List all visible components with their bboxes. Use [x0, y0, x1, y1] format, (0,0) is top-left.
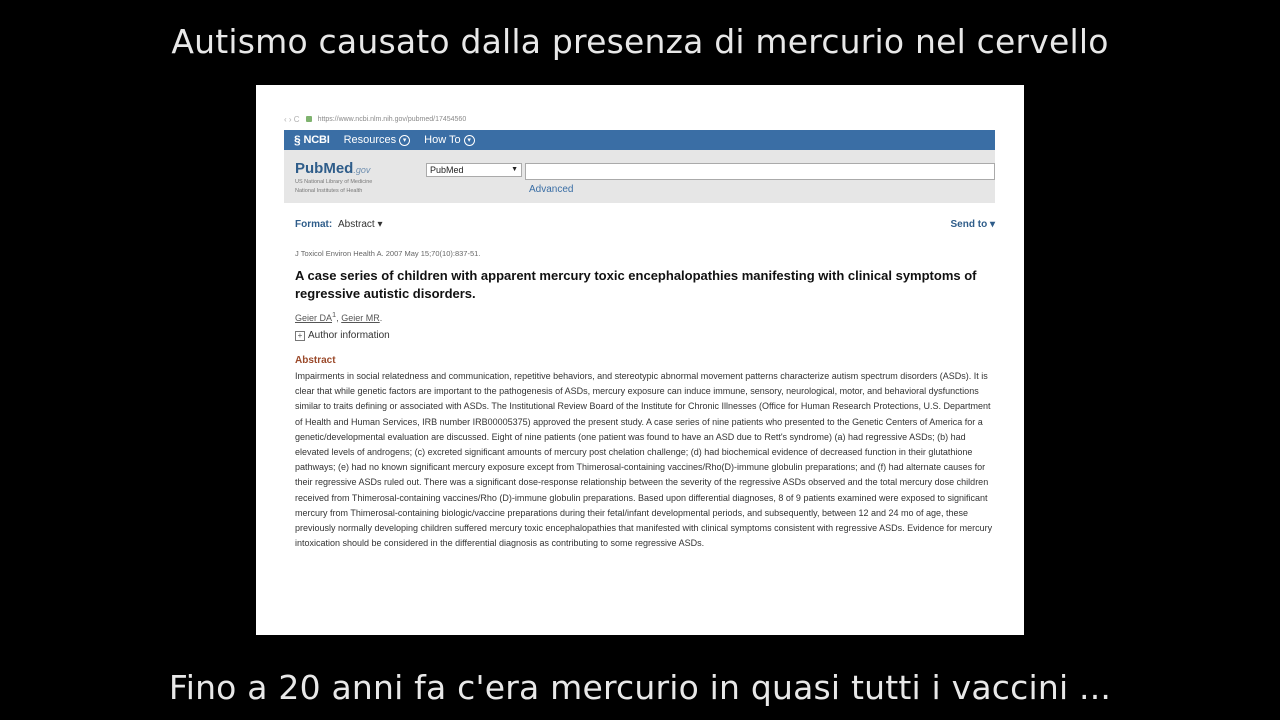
- url-text[interactable]: https://www.ncbi.nlm.nih.gov/pubmed/17454560: [317, 115, 467, 123]
- chevron-down-icon: ▾: [464, 135, 475, 146]
- send-to-button[interactable]: Send to ▾: [950, 219, 995, 230]
- browser-url-bar[interactable]: [284, 113, 994, 125]
- expand-plus-icon: +: [295, 331, 305, 341]
- author-information-toggle[interactable]: + Author information: [295, 330, 390, 341]
- abstract-heading: Abstract: [295, 355, 336, 366]
- author-link[interactable]: Geier MR: [341, 313, 380, 323]
- ncbi-header-bar: [284, 130, 995, 150]
- database-select[interactable]: PubMed ▼: [426, 163, 522, 177]
- chevron-down-icon: ▾: [399, 135, 410, 146]
- format-row: [295, 219, 995, 233]
- lock-icon: [306, 116, 312, 122]
- search-band: [284, 150, 995, 203]
- ncbi-logo[interactable]: § NCBI: [294, 133, 330, 147]
- video-caption-bottom: Fino a 20 anni fa c'era mercurio in quasi tutti i vaccini ...: [168, 668, 1112, 707]
- pubmed-screenshot: [256, 85, 1024, 635]
- author-list: Geier $DA^1$, Geier MR.: [295, 310, 383, 323]
- search-input[interactable]: [525, 163, 995, 180]
- howto-menu[interactable]: How To ▾: [424, 134, 474, 146]
- ncbi-logo-icon: §: [294, 133, 301, 147]
- browser-nav-icons[interactable]: ‹ › C: [284, 114, 300, 124]
- format-select[interactable]: Abstract ▾: [338, 219, 383, 230]
- advanced-search-link[interactable]: Advanced: [529, 184, 574, 195]
- resources-menu[interactable]: Resources ▾: [344, 134, 411, 146]
- author-link[interactable]: Geier DA: [295, 313, 333, 323]
- citation[interactable]: J Toxicol Environ Health A. 2007 May 15;70(10):837-51.: [295, 249, 481, 258]
- format-label: Format:: [295, 219, 333, 230]
- pubmed-logo[interactable]: PubMed.gov US National Library of Medicine National Institutes of Health: [295, 160, 373, 194]
- article-title: A case series of children with apparent mercury toxic encephalopathies manifesting with clinical symptoms of regressive autistic disorders.: [295, 268, 977, 301]
- video-caption-top: Autismo causato dalla presenza di mercurio nel cervello: [171, 22, 1109, 61]
- dropdown-arrow-icon: ▼: [511, 166, 518, 173]
- abstract-text: Impairments in social relatedness and communication, repetitive behaviors, and stereotypic abnormal movement patterns characterize autism spectrum disorders (ASDs). It is clear that while genetic factors are important to the pathogenesis of ASDs, mercury exposure can induce immune, sensory, neurological, motor, and behavioral dysfunctions similar to traits defining or associated with ASDs. The Institutional Review Board of the Institute for Chronic Illnesses (Office for Human Research Protections, U.S. Department of Health and Human Services, IRB number IRB00005375) approved the present study. A case series of nine patients who presented to the Genetic Centers of America for a genetic/developmental evaluation are discussed. Eight of nine patients (one patient was found to have an ASD due to Rett's syndrome) (a) had regressive ASDs; (b) had elevated levels of androgens; (c) excreted significant amounts of mercury post chelation challenge; (d) had biochemical evidence of decreased function in their glutathione pathways; (e) had no known significant mercury exposure except from Thimerosal-containing vaccines/Rho(D)-immune globulin preparations; and (f) had alternate causes for their regressive ASDs ruled out. There was a significant dose-response relationship between the severity of the regressive ASDs observed and the total mercury dose children received from Thimerosal-containing vaccines/Rho (D)-immune globulin preparations. Based upon differential diagnoses, 8 of 9 patients examined were exposed to significant mercury from Thimerosal-containing biologic/vaccine preparations during their fetal/infant developmental periods, and subsequently, between 12 and 24 mo of age, these previously normally developing children suffered mercury toxic encephalopathies that manifested with clinical symptoms consistent with regressive ASDs. Evidence for mercury intoxication should be considered in the differential diagnosis as contributing to some regressive ASDs.: [295, 371, 993, 549]
